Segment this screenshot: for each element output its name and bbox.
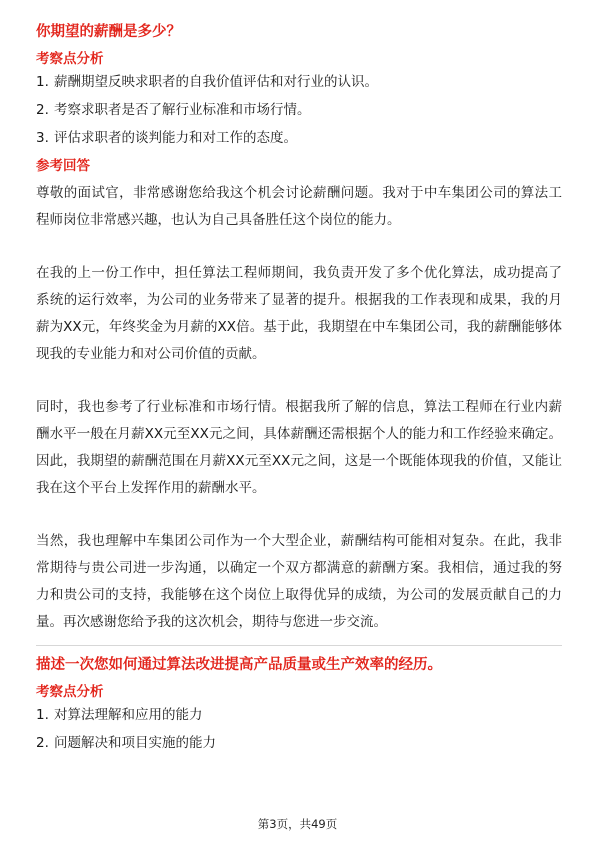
answer-paragraph: 在我的上一份工作中，担任算法工程师期间，我负责开发了多个优化算法，成功提高了系统的运行效率，为公司的业务带来了显著的提升。根据我的工作表现和成果，我的月薪为XX元，年终奖金为月薪的XX倍。基于此，我期望在中车集团公司，我的薪酬能够体现我的专业能力和对公司价值的贡献。 [36,265,562,362]
list-item-text: 问题解决和项目实施的能力 [54,735,216,751]
list-item-number: 1. [36,74,49,90]
q2-analysis-list [36,706,562,753]
q1-analysis-list [36,73,562,148]
list-item-number: 1. [36,707,49,723]
list-item [36,73,562,92]
page-footer: 第3页，共49页 [257,817,338,831]
list-item-text: 考察求职者是否了解行业标准和市场行情。 [54,102,311,118]
q2-analysis-heading: 考察点分析 [36,684,104,700]
list-item-text: 评估求职者的谈判能力和对工作的态度。 [54,130,297,146]
list-item-number: 2. [36,102,49,118]
answer-paragraph: 当然，我也理解中车集团公司作为一个大型企业，薪酬结构可能相对复杂。在此，我非常期待与贵公司进一步沟通，以确定一个双方都满意的薪酬方案。我相信，通过我的努力和贵公司的支持，我能够在这个岗位上取得优异的成绩，为公司的发展贡献自己的力量。再次感谢您给予我的这次机会，期待与您进一步交流。 [36,533,562,630]
list-item [36,101,562,120]
list-item [36,129,562,148]
list-item [36,706,562,725]
question-2-title: 描述一次您如何通过算法改进提高产品质量或生产效率的经历。 [36,657,442,673]
section-divider [36,645,562,646]
q1-answer-heading: 参考回答 [36,158,90,174]
q1-analysis-heading: 考察点分析 [36,51,104,67]
list-item-number: 2. [36,735,49,751]
list-item-text: 薪酬期望反映求职者的自我价值评估和对行业的认识。 [54,74,378,90]
list-item-number: 3. [36,130,49,146]
document-page [36,22,562,762]
answer-paragraph: 同时，我也参考了行业标准和市场行情。根据我所了解的信息，算法工程师在行业内薪酬水平一般在月薪XX元至XX元之间，具体薪酬还需根据个人的能力和工作经验来确定。因此，我期望的薪酬范围在月薪XX元至XX元之间，这是一个既能体现我的价值，又能让我在这个平台上发挥作用的薪酬水平。 [36,399,562,496]
list-item-text: 对算法理解和应用的能力 [54,707,203,723]
answer-paragraph: 尊敬的面试官，非常感谢您给我这个机会讨论薪酬问题。我对于中车集团公司的算法工程师岗位非常感兴趣，也认为自己具备胜任这个岗位的能力。 [36,185,562,228]
list-item [36,734,562,753]
question-1-title: 你期望的薪酬是多少？ [36,24,181,40]
